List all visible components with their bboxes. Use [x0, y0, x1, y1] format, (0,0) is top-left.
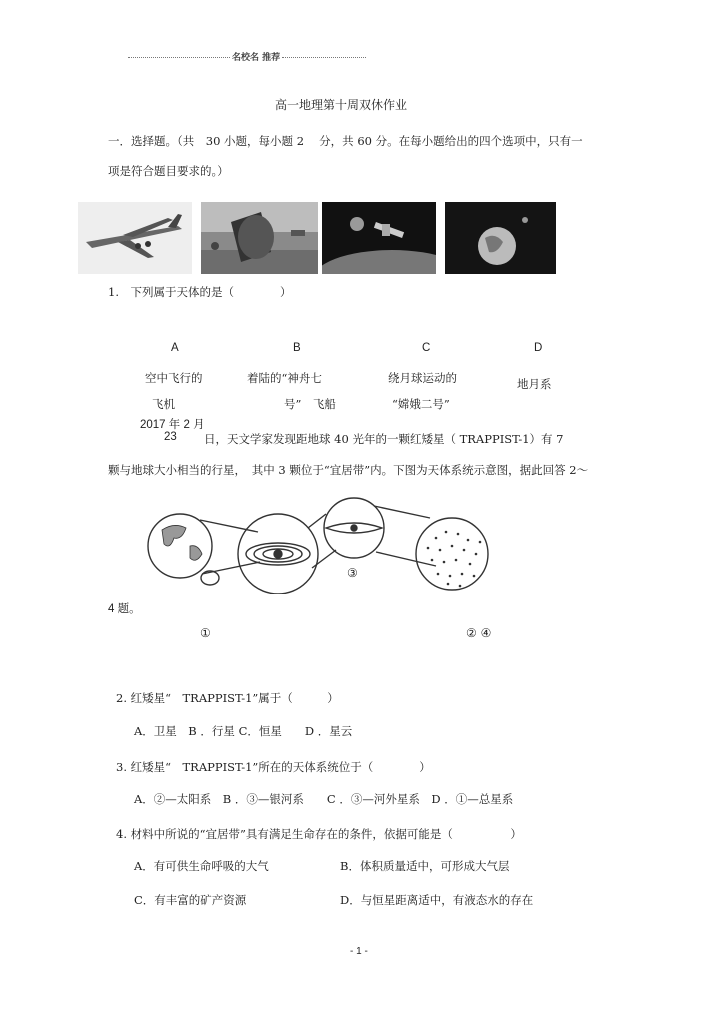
question-3-stem: 3. 红矮星“ TRAPPIST-1”所在的天体系统位于（ ） [116, 760, 431, 774]
page-header [128, 50, 368, 63]
question-1-stem: 1. 下列属于天体的是（ ） [108, 285, 292, 299]
q1-option-b-line2: 号” 飞船 [284, 397, 336, 411]
section-instruction-line2: 项是符合题目要求的。） [108, 164, 229, 178]
q1-option-d-letter: D [534, 342, 543, 354]
question-4-option-b: B．体积质量适中，可形成大气层 [340, 859, 510, 873]
header-text: 名校名 推荐 [232, 53, 281, 63]
question-4-stem: 4. 材料中所说的“宜居带”具有满足生命存在的条件，依据可能是（ ） [116, 827, 522, 841]
page-number: - 1 - [350, 946, 368, 957]
airplane-photo [78, 202, 192, 274]
q1-option-a-line1: 空中飞行的 [145, 371, 203, 385]
q1-option-c-line1: 绕月球运动的 [388, 371, 457, 385]
passage-line2: 颗与地球大小相当的行星， 其中 3 颗位于“宜居带”内。下图为天体系统示意图，据此回答 2～ [108, 463, 589, 477]
q1-option-b-line1: 着陆的“神舟七 [247, 371, 322, 385]
question-2-stem: 2. 红矮星“ TRAPPIST-1”属于（ ） [116, 691, 339, 705]
diagram-label-3: ③ [347, 566, 358, 580]
q1-option-a-line2: 飞机 [152, 397, 175, 411]
spacecraft-landing-photo [201, 202, 318, 274]
passage-line3: 4 题。 [108, 603, 141, 615]
passage-date-line2: 23 [164, 431, 177, 443]
passage-date-line1: 2017 年 2 月 [140, 419, 205, 431]
question-3-options: A．②—太阳系 B ．③—银河系 C ．③—河外星系 D ．①—总星系 [134, 792, 514, 806]
question-4-option-a: A．有可供生命呼吸的大气 [134, 859, 269, 873]
satellite-moon-photo [322, 202, 436, 274]
section-instruction-line1: 一．选择题。（共 30 小题，每小题 2 分，共 60 分。在每小题给出的四个选项中，只有一 [108, 134, 583, 148]
q1-option-b-letter: B [293, 342, 301, 354]
header-dots-left [128, 57, 230, 58]
header-dots-right [282, 57, 366, 58]
question-4-option-c: C．有丰富的矿产资源 [134, 893, 247, 907]
q1-option-d-line1: 地月系 [517, 377, 552, 391]
passage-line1: 日，天文学家发现距地球 40 光年的一颗红矮星（ TRAPPIST-1）有 7 [204, 432, 564, 446]
question-2-options: A．卫星 B ．行星 C．恒星 D ．星云 [134, 724, 353, 738]
diagram-label-2-4: ② ④ [466, 626, 492, 640]
page-title: 高一地理第十周双休作业 [275, 98, 408, 112]
question-4-option-d: D．与恒星距离适中，有液态水的存在 [340, 893, 534, 907]
q1-option-c-letter: C [422, 342, 431, 354]
q1-option-c-line2: “嫦娥二号” [392, 397, 450, 411]
diagram-label-1: ① [200, 626, 211, 640]
earth-moon-photo [445, 202, 556, 274]
q1-option-a-letter: A [171, 342, 179, 354]
celestial-system-diagram [140, 494, 530, 594]
